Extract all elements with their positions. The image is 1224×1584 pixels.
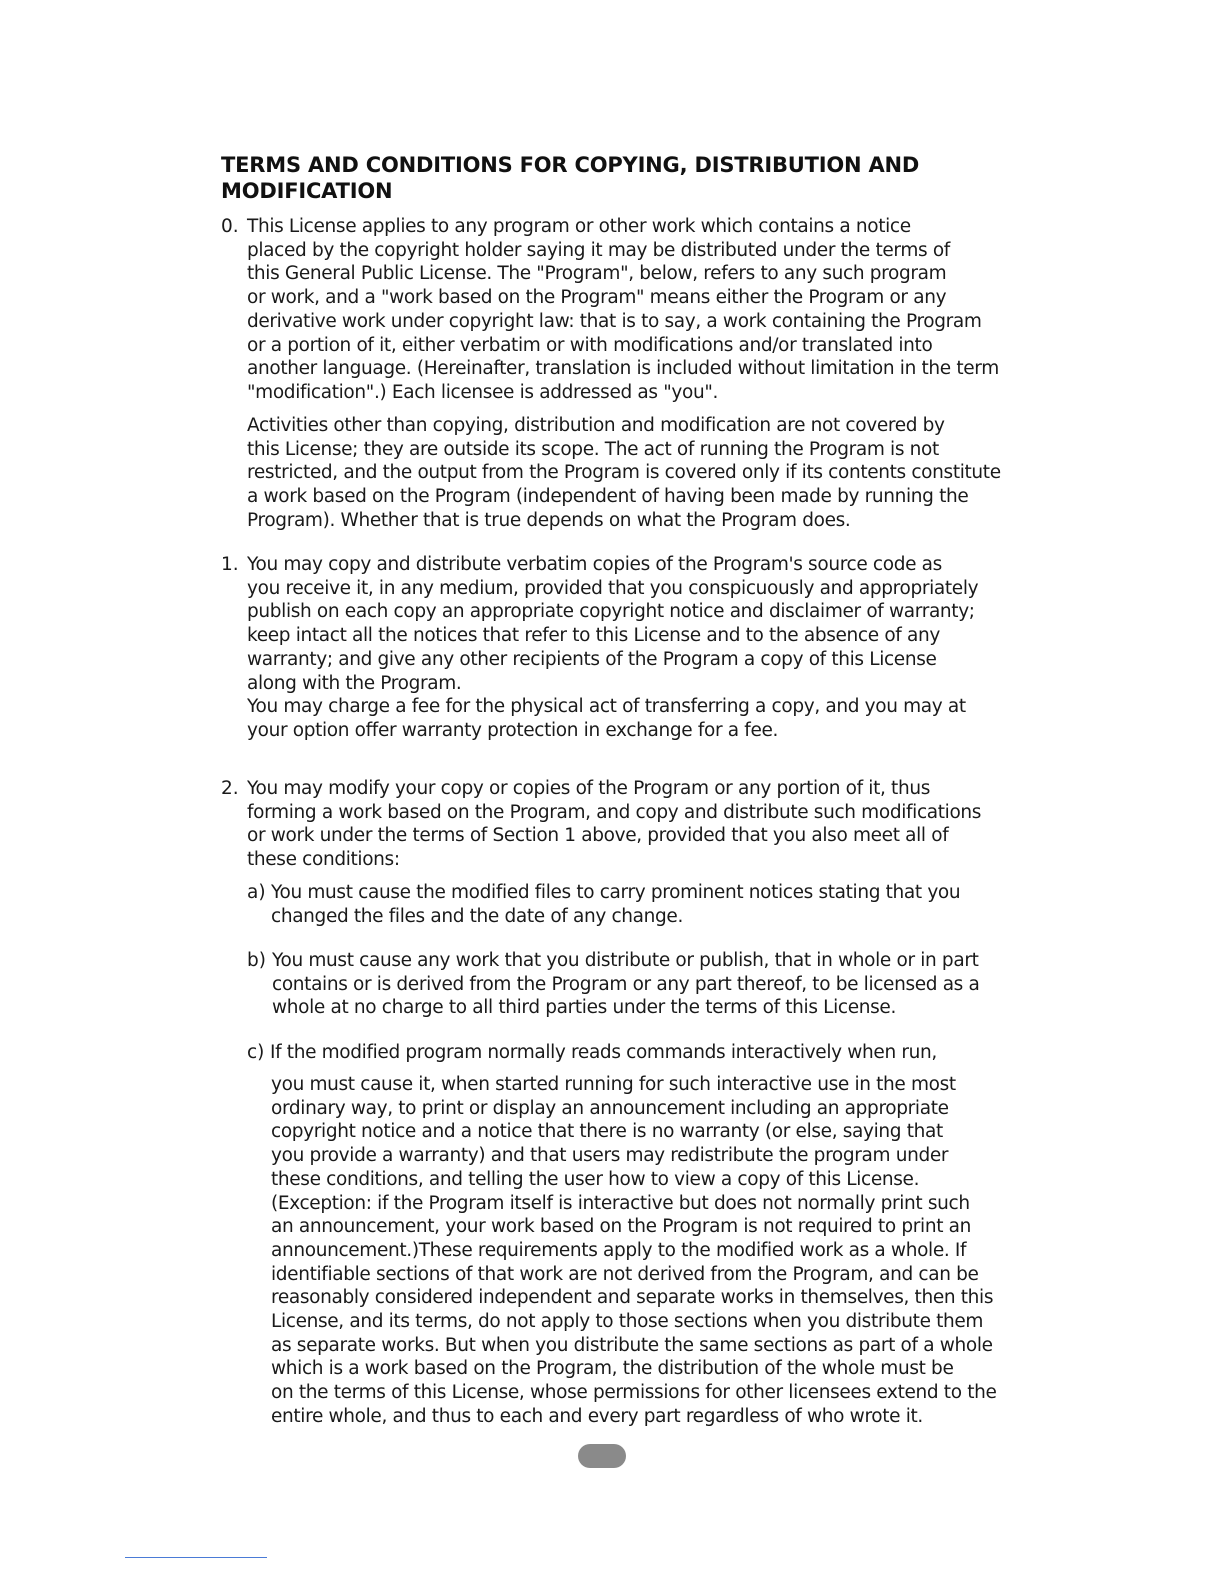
text-line: another language. (Hereinafter, translation is included without limitation in the term (247, 358, 999, 380)
text-line: restricted, and the output from the Program is covered only if its contents constitute (247, 462, 1001, 484)
text-line: a work based on the Program (independent of having been made by running the (247, 486, 969, 508)
item-c-text (271, 1073, 997, 1429)
heading-line-2: MODIFICATION (221, 179, 393, 203)
item-b-label: b) (247, 950, 266, 971)
text-line: or work under the terms of Section 1 above, provided that you also meet all of (247, 825, 949, 847)
text-line: an announcement, your work based on the Program is not required to print an (271, 1216, 971, 1238)
section-2-number: 2. (221, 778, 239, 799)
text-line: You may modify your copy or copies of the Program or any portion of it, thus (247, 778, 930, 799)
text-line: these conditions, and telling the user how to view a copy of this License. (271, 1168, 920, 1190)
text-line: This License applies to any program or other work which contains a notice (247, 216, 911, 237)
text-line: your option offer warranty protection in exchange for a fee. (247, 719, 779, 741)
section-1-number: 1. (221, 554, 239, 575)
text-line: License, and its terms, do not apply to those sections when you distribute them (271, 1311, 984, 1333)
text-line: you receive it, in any medium, provided that you conspicuously and appropriately (247, 577, 979, 599)
text-line: keep intact all the notices that refer to this License and to the absence of any (247, 625, 940, 647)
footer-rule (125, 1557, 267, 1558)
text-line: or work, and a "work based on the Program" means either the Program or any (247, 287, 947, 309)
text-line: Activities other than copying, distribution and modification are not covered by (247, 415, 945, 436)
text-line: You may copy and distribute verbatim copies of the Program's source code as (247, 554, 942, 575)
text-line: whole at no charge to all third parties under the terms of this License. (272, 997, 896, 1019)
section-2-paragraph (247, 777, 981, 872)
text-line: entire whole, and thus to each and every part regardless of who wrote it. (271, 1405, 923, 1427)
text-line: (Exception: if the Program itself is interactive but does not normally print such (271, 1192, 970, 1214)
text-line: these conditions: (247, 849, 400, 871)
text-line: placed by the copyright holder saying it may be distributed under the terms of (247, 239, 950, 261)
text-line: You must cause any work that you distribute or publish, that in whole or in part (272, 950, 979, 971)
document-heading (221, 152, 1021, 204)
text-line: contains or is derived from the Program or any part thereof, to be licensed as a (272, 973, 980, 995)
text-line: ordinary way, to print or display an announcement including an appropriate (271, 1097, 949, 1119)
text-line: publish on each copy an appropriate copyright notice and disclaimer of warranty; (247, 601, 975, 623)
section-0-number: 0. (221, 216, 239, 237)
text-line: derivative work under copyright law: that is to say, a work containing the Program (247, 310, 982, 332)
text-line: "modification".) Each licensee is addressed as "you". (247, 381, 719, 403)
text-line: identifiable sections of that work are not derived from the Program, and can be (271, 1263, 979, 1285)
text-line: or a portion of it, either verbatim or with modifications and/or translated into (247, 334, 933, 356)
text-line: reasonably considered independent and separate works in themselves, then this (271, 1287, 994, 1309)
text-line: announcement.)These requirements apply to the modified work as a whole. If (271, 1239, 967, 1261)
item-a-text (271, 881, 960, 928)
heading-line-1: TERMS AND CONDITIONS FOR COPYING, DISTRIBUTION AND (221, 153, 920, 177)
page-number-badge (578, 1444, 626, 1468)
section-0-paragraph-1 (247, 215, 999, 405)
text-line: along with the Program. (247, 672, 462, 694)
text-line: you must cause it, when started running for such interactive use in the most (271, 1074, 956, 1095)
text-line: as separate works. But when you distribute the same sections as part of a whole (271, 1334, 993, 1356)
item-c-first-line: If the modified program normally reads commands interactively when run, (270, 1042, 937, 1063)
text-line: You may charge a fee for the physical act of transferring a copy, and you may at (247, 696, 966, 718)
text-line: forming a work based on the Program, and copy and distribute such modifications (247, 801, 982, 823)
section-0-paragraph-2 (247, 414, 1001, 533)
text-line: this General Public License. The "Program", below, refers to any such program (247, 263, 947, 285)
text-line: on the terms of this License, whose permissions for other licensees extend to the (271, 1382, 997, 1404)
text-line: which is a work based on the Program, the distribution of the whole must be (271, 1358, 954, 1380)
item-b-text (272, 949, 980, 1020)
text-line: copyright notice and a notice that there is no warranty (or else, saying that (271, 1121, 943, 1143)
section-1-paragraph (247, 553, 978, 743)
text-line: this License; they are outside its scope. The act of running the Program is not (247, 438, 939, 460)
text-line: warranty; and give any other recipients of the Program a copy of this License (247, 648, 937, 670)
text-line: changed the files and the date of any change. (271, 905, 683, 927)
text-line: You must cause the modified files to carry prominent notices stating that you (271, 882, 961, 903)
text-line: Program). Whether that is true depends on what the Program does. (247, 509, 851, 531)
item-a-label: a) (247, 882, 266, 903)
item-c-label: c) (247, 1042, 265, 1063)
text-line: you provide a warranty) and that users may redistribute the program under (271, 1145, 949, 1167)
